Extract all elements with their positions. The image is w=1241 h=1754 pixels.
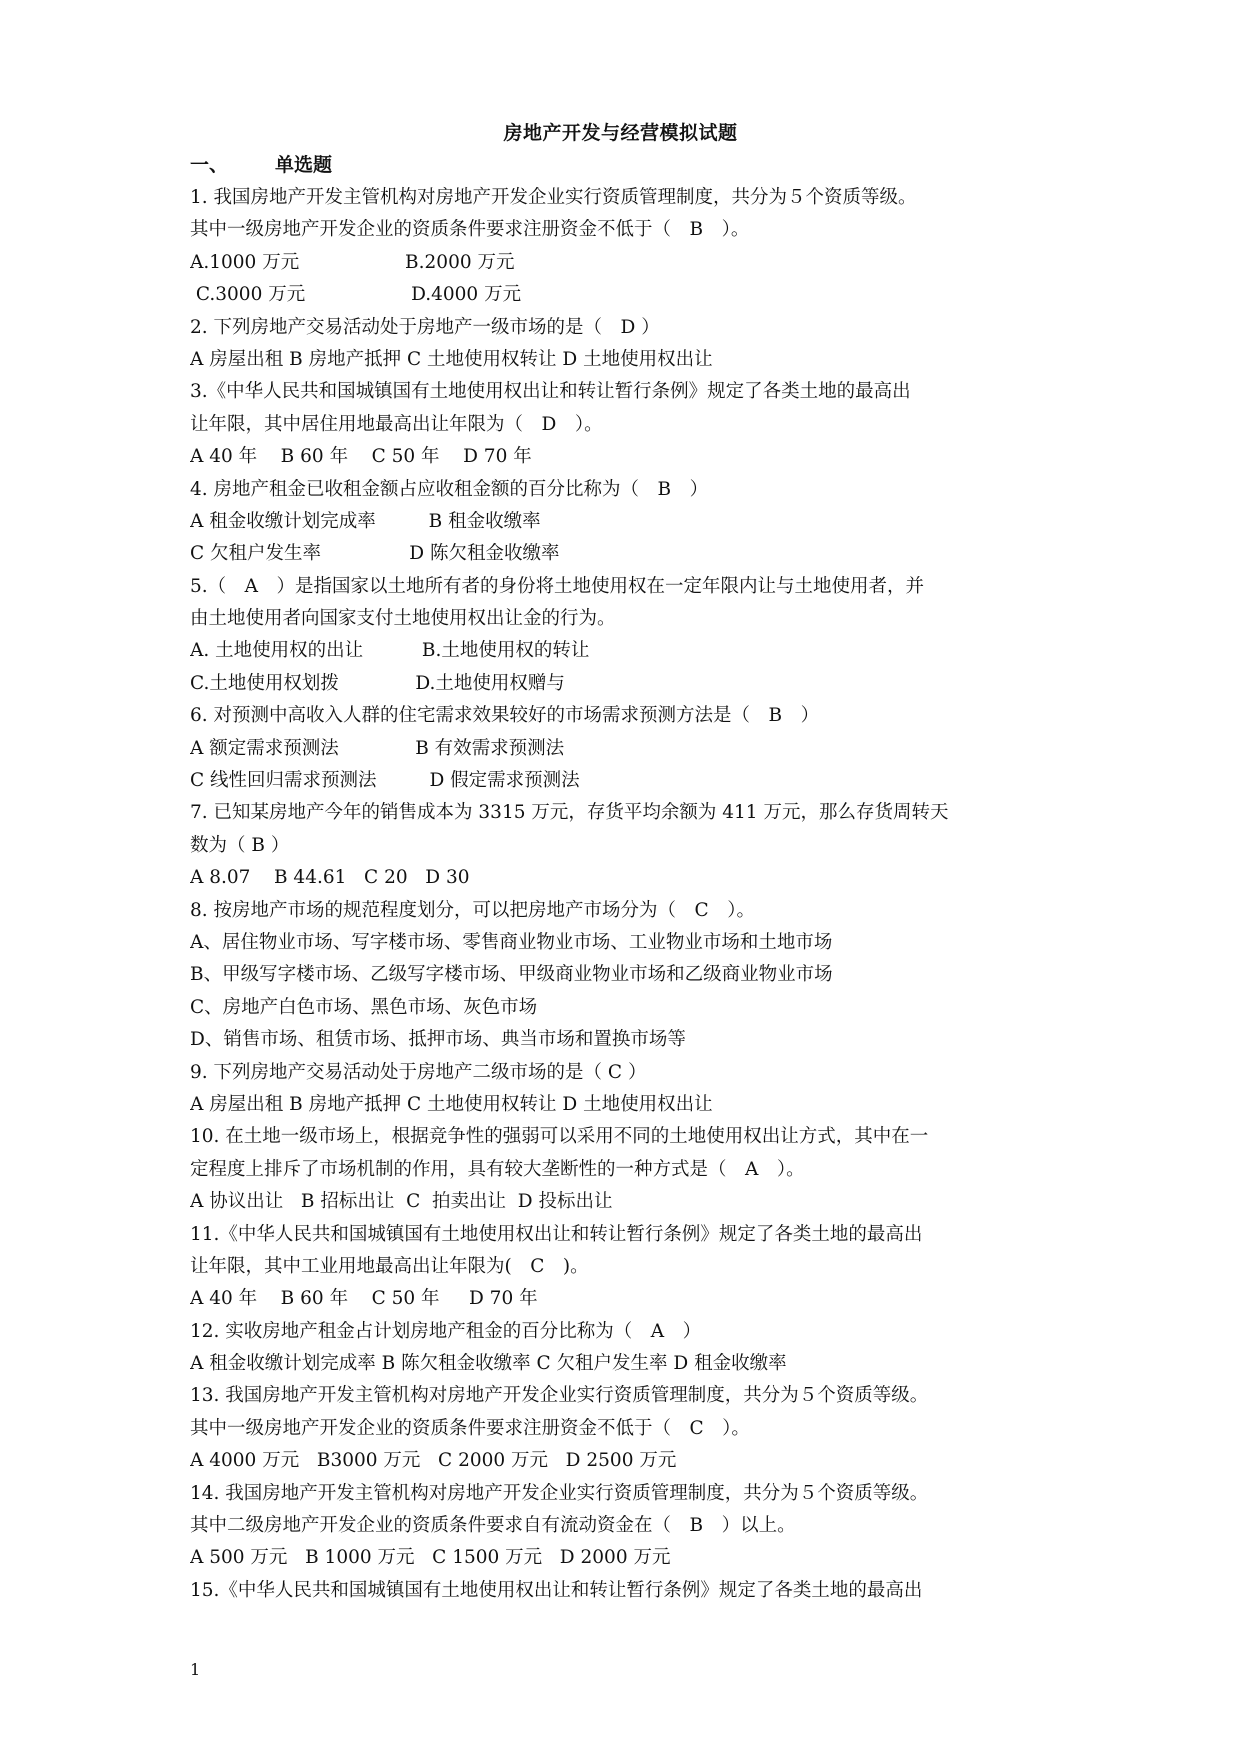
text-line: C 线性回归需求预测法 D 假定需求预测法 bbox=[190, 770, 580, 792]
text-line: A 40 年 B 60 年 C 50 年 D 70 年 bbox=[190, 1288, 538, 1310]
text-line: 让年限，其中居住用地最高出让年限为（ D ）。 bbox=[190, 413, 603, 435]
text-line: 6. 对预测中高收入人群的住宅需求效果较好的市场需求预测方法是（ B ） bbox=[190, 705, 820, 727]
text-line: A 租金收缴计划完成率 B 租金收缴率 bbox=[190, 510, 541, 532]
text-line: 2. 下列房地产交易活动处于房地产一级市场的是（ D ） bbox=[190, 316, 660, 338]
text-line: 其中一级房地产开发企业的资质条件要求注册资金不低于（ B ）。 bbox=[190, 219, 750, 241]
text-line: 13. 我国房地产开发主管机构对房地产开发企业实行资质管理制度，共分为５个资质等级。 bbox=[190, 1385, 929, 1407]
text-line: C、房地产白色市场、黑色市场、灰色市场 bbox=[190, 996, 538, 1018]
text-line: 3.《中华人民共和国城镇国有土地使用权出让和转让暂行条例》规定了各类土地的最高出 bbox=[190, 381, 911, 403]
text-line: A 租金收缴计划完成率 B 陈欠租金收缴率 C 欠租户发生率 D 租金收缴率 bbox=[190, 1353, 787, 1375]
text-line: 14. 我国房地产开发主管机构对房地产开发企业实行资质管理制度，共分为５个资质等级。 bbox=[190, 1482, 929, 1504]
text-line: 其中一级房地产开发企业的资质条件要求注册资金不低于（ C ）。 bbox=[190, 1417, 750, 1439]
text-line: 8. 按房地产市场的规范程度划分，可以把房地产市场分为（ C ）。 bbox=[190, 899, 755, 921]
section-heading bbox=[190, 150, 332, 177]
text-line: A、居住物业市场、写字楼市场、零售商业物业市场、工业物业市场和土地市场 bbox=[190, 931, 833, 953]
section-label: 单选题 bbox=[275, 154, 333, 176]
text-line: A 40 年 B 60 年 C 50 年 D 70 年 bbox=[190, 446, 532, 468]
text-line: B、甲级写字楼市场、乙级写字楼市场、甲级商业物业市场和乙级商业物业市场 bbox=[190, 964, 833, 986]
text-line: 5.（ A ）是指国家以土地所有者的身份将土地使用权在一定年限内让与土地使用者，并 bbox=[190, 575, 925, 597]
text-line: 让年限，其中工业用地最高出让年限为( C )。 bbox=[190, 1255, 589, 1277]
text-line: A 协议出让 B 招标出让 C 拍卖出让 D 投标出让 bbox=[190, 1191, 613, 1213]
text-line: A.1000 万元 B.2000 万元 bbox=[190, 251, 515, 273]
text-line: 由土地使用者向国家支付土地使用权出让金的行为。 bbox=[190, 608, 616, 630]
text-line: 12. 实收房地产租金占计划房地产租金的百分比称为（ A ） bbox=[190, 1320, 702, 1342]
text-line: 4. 房地产租金已收租金额占应收租金额的百分比称为（ B ） bbox=[190, 478, 709, 500]
section-number: 一、 bbox=[190, 154, 229, 176]
text-line: D、销售市场、租赁市场、抵押市场、典当市场和置换市场等 bbox=[190, 1029, 686, 1051]
text-line: A 额定需求预测法 B 有效需求预测法 bbox=[190, 737, 565, 759]
text-line: 其中二级房地产开发企业的资质条件要求自有流动资金在（ B ）以上。 bbox=[190, 1515, 796, 1537]
text-line: 数为（ B ） bbox=[190, 834, 290, 856]
question-list bbox=[190, 182, 1070, 1607]
text-line: 9. 下列房地产交易活动处于房地产二级市场的是（ C ） bbox=[190, 1061, 647, 1083]
text-line: A 4000 万元 B3000 万元 C 2000 万元 D 2500 万元 bbox=[190, 1450, 677, 1472]
text-line: A. 土地使用权的出让 B.土地使用权的转让 bbox=[190, 640, 590, 662]
text-line: A 500 万元 B 1000 万元 C 1500 万元 D 2000 万元 bbox=[190, 1547, 671, 1569]
page-number: 1 bbox=[190, 1660, 201, 1679]
text-line: C 欠租户发生率 D 陈欠租金收缴率 bbox=[190, 543, 560, 565]
text-line: C.土地使用权划拨 D.土地使用权赠与 bbox=[190, 672, 565, 694]
text-line: A 房屋出租 B 房地产抵押 C 土地使用权转让 D 土地使用权出让 bbox=[190, 348, 713, 370]
text-line: 11.《中华人民共和国城镇国有土地使用权出让和转让暂行条例》规定了各类土地的最高出 bbox=[190, 1223, 923, 1245]
text-line: A 房屋出租 B 房地产抵押 C 土地使用权转让 D 土地使用权出让 bbox=[190, 1093, 713, 1115]
text-line: 1. 我国房地产开发主管机构对房地产开发企业实行资质管理制度，共分为５个资质等级。 bbox=[190, 187, 917, 208]
text-line: A 8.07 B 44.61 C 20 D 30 bbox=[190, 867, 470, 889]
text-line: C.3000 万元 D.4000 万元 bbox=[190, 284, 522, 306]
text-line: 15.《中华人民共和国城镇国有土地使用权出让和转让暂行条例》规定了各类土地的最高出 bbox=[190, 1579, 923, 1601]
document-title: 房地产开发与经营模拟试题 bbox=[503, 122, 738, 144]
text-line: 定程度上排斥了市场机制的作用，具有较大垄断性的一种方式是（ A ）。 bbox=[190, 1158, 805, 1180]
text-line: 10. 在土地一级市场上，根据竞争性的强弱可以采用不同的土地使用权出让方式，其中在一 bbox=[190, 1126, 929, 1148]
text-line: 7. 已知某房地产今年的销售成本为 3315 万元，存货平均余额为 411 万元，那么存货周转天 bbox=[190, 802, 949, 824]
